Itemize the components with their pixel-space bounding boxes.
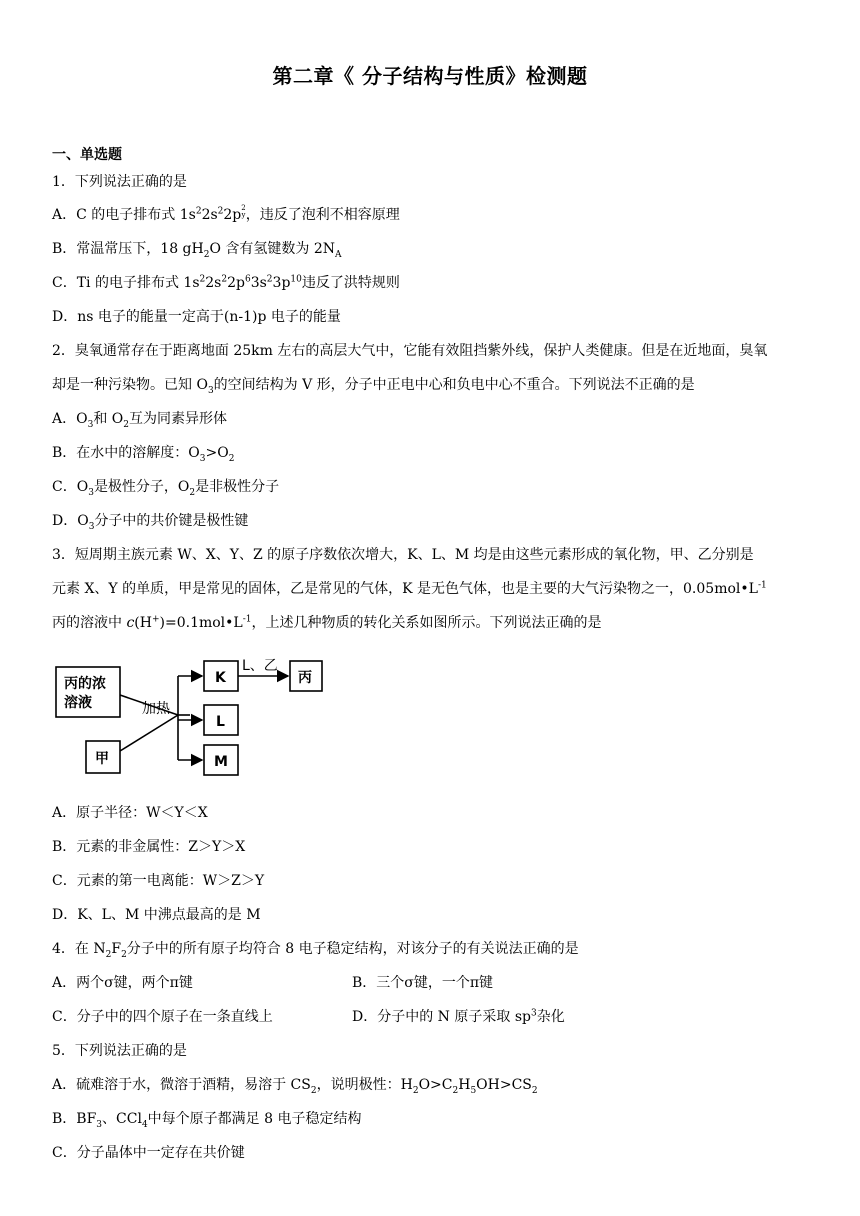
q3-option-c: C．元素的第一电离能：W＞Z＞Y	[52, 873, 265, 889]
q3-stem-line2: 元素 X、Y 的单质，甲是常见的固体，乙是常见的气体，K 是无色气体，也是主要的大气污染物之一，$0.05mol•L^{-1}$	[52, 580, 767, 597]
q4-option-a: A．两个σ键，两个π键	[52, 975, 193, 991]
q2-stem-line2: 却是一种污染物。已知 $O_3$的空间结构为 V 形，分子中正电中心和负电中心不重合。下列说法不正确的是	[52, 377, 695, 396]
q4-option-c: C．分子中的四个原子在一条直线上	[52, 1009, 273, 1025]
q3-option-a: A．原子半径：W＜Y＜X	[52, 805, 208, 821]
q1-option-b: B．常温常压下，18 $gH_2O$ 含有氢键数为 $2N_A$	[52, 241, 342, 260]
q1-option-c: C．Ti 的电子排布式 $1s^22s^22p^63s^23p^{10}$违反了洪特规则	[52, 274, 400, 291]
q2-option-a: A．$O_3$和 $O_2$互为同素异形体	[52, 411, 227, 430]
q4-option-d: D．分子中的 N 原子采取 $sp^3$杂化	[352, 1008, 565, 1025]
q3-option-b: B．元素的非金属性：Z＞Y＞X	[52, 839, 246, 855]
q3-option-d: D．K、L、M 中沸点最高的是 M	[52, 907, 261, 923]
q2-stem-line1: 2．臭氧通常存在于距离地面 25km 左右的高层大气中，它能有效阻挡紫外线，保护人类健康。但是在近地面，臭氧	[52, 343, 768, 359]
q5-option-a: A．硫难溶于水，微溶于酒精，易溶于 $CS_2$，说明极性：$H_2O>C_2H_5OH>CS_2$	[52, 1077, 538, 1096]
label-arrow: L、乙	[242, 658, 278, 674]
q4-stem: 4．在 $N_2F_2$分子中的所有原子均符合 8 电子稳定结构，对该分子的有关说法正确的是	[52, 941, 579, 960]
label-l: L	[216, 714, 225, 730]
reaction-diagram	[52, 655, 342, 780]
label-m: M	[214, 754, 228, 770]
q5-option-c: C．分子晶体中一定存在共价键	[52, 1145, 245, 1161]
q5-stem: 5．下列说法正确的是	[52, 1043, 187, 1059]
section-heading: 一、单选题	[52, 147, 122, 163]
label-k: K	[215, 670, 226, 686]
q3-stem-line1: 3．短周期主族元素 W、X、Y、Z 的原子序数依次增大，K、L、M 均是由这些元素形成的氧化物，甲、乙分别是	[52, 547, 754, 563]
label-bing: 丙	[298, 670, 312, 686]
q5-option-b: B．$BF_3$、CCl$_4$中每个原子都满足 8 电子稳定结构	[52, 1111, 362, 1130]
q2-option-d: D．$O_3$分子中的共价键是极性键	[52, 513, 249, 532]
q4-option-b: B．三个σ键，一个π键	[352, 975, 494, 991]
q3-stem-line3: 丙的溶液中 $c(H^+)=0.1mol•L^{-1}$，上述几种物质的转化关系如图所示。下列说法正确的是	[52, 614, 602, 631]
q1-stem: 1．下列说法正确的是	[52, 174, 187, 190]
label-conc-line2: 溶液	[64, 695, 92, 711]
q1-option-d: D．ns 电子的能量一定高于(n-1)p 电子的能量	[52, 309, 341, 325]
label-conc-line1: 丙的浓	[64, 676, 106, 692]
orbital-fraction: 2 y	[241, 204, 246, 219]
label-jia: 甲	[95, 751, 109, 767]
page-title: 第二章《 分子结构与性质》检测题	[272, 64, 588, 88]
q2-option-b: B．在水中的溶解度：$O_3>O_2$	[52, 445, 235, 464]
label-heat: 加热	[142, 701, 170, 717]
q2-option-c: C．$O_3$是极性分子，$O_2$是非极性分子	[52, 479, 280, 498]
q1-option-a: A．C 的电子排布式 $1s^22s^22p$ 2 y ，违反了泡利不相容原理	[52, 204, 400, 223]
